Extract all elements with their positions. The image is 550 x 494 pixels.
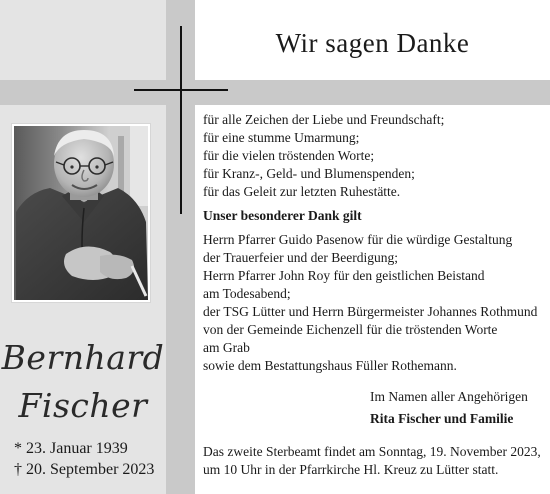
birth-date: * 23. Januar 1939 bbox=[14, 440, 128, 457]
portrait-photo bbox=[14, 126, 148, 300]
special-thanks-list bbox=[203, 231, 537, 375]
special-thanks-line: Herrn Pfarrer John Roy für den geistlichen Beistand bbox=[203, 268, 485, 283]
special-thanks-line: der Trauerfeier und der Beerdigung; bbox=[203, 250, 398, 265]
deceased-last-name: Fischer bbox=[18, 386, 148, 425]
thanks-line: für Kranz-, Geld- und Blumenspenden; bbox=[203, 166, 415, 181]
special-thanks-line: der TSG Lütter und Herrn Bürgermeister Johannes Rothmund bbox=[203, 304, 538, 319]
special-thanks-line: von der Gemeinde Eichenzell für die tröstenden Worte bbox=[203, 322, 498, 337]
special-thanks-heading: Unser besonderer Dank gilt bbox=[203, 208, 362, 223]
special-thanks-line: am Todesabend; bbox=[203, 286, 291, 301]
cross-icon-vertical-bar bbox=[180, 26, 182, 214]
deceased-first-name: Bernhard bbox=[1, 338, 165, 377]
thanks-line: für die vielen tröstenden Worte; bbox=[203, 148, 375, 163]
special-thanks-line: Herrn Pfarrer Guido Pasenow für die würdige Gestaltung bbox=[203, 232, 513, 247]
mass-line: Das zweite Sterbeamt findet am Sonntag, 19. November 2023, bbox=[203, 444, 541, 459]
portrait-frame bbox=[12, 124, 150, 302]
death-date: † 20. September 2023 bbox=[14, 461, 155, 478]
signoff-family-name: Rita Fischer und Familie bbox=[370, 411, 514, 426]
signoff-intro: Im Namen aller Angehörigen bbox=[370, 389, 528, 404]
thanks-line: für das Geleit zur letzten Ruhestätte. bbox=[203, 184, 401, 199]
thanks-line: für eine stumme Umarmung; bbox=[203, 130, 360, 145]
notice-title: Wir sagen Danke bbox=[275, 28, 470, 58]
thanks-list bbox=[203, 111, 444, 201]
cross-band-horizontal bbox=[0, 80, 550, 105]
special-thanks-line: am Grab bbox=[203, 340, 250, 355]
cross-icon-horizontal-bar bbox=[134, 89, 228, 91]
special-thanks-line: sowie dem Bestattungshaus Füller Rothemann. bbox=[203, 358, 457, 373]
mass-announcement bbox=[203, 443, 541, 479]
mass-line: um 10 Uhr in der Pfarrkirche Hl. Kreuz zu Lütter statt. bbox=[203, 462, 499, 477]
thanks-line: für alle Zeichen der Liebe und Freundschaft; bbox=[203, 112, 445, 127]
